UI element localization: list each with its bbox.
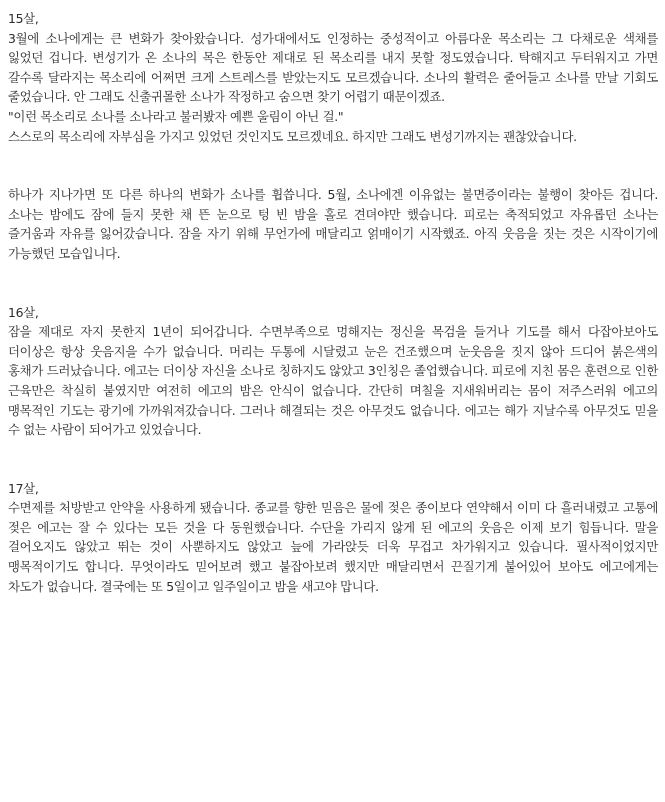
paragraph: 3월에 소나에게는 큰 변화가 찾아왔습니다. 성가대에서도 인정하는 중성적이고 아름다운 목소리는 그 다채로운 색채를 잃었던 겁니다. 변성기가 온 소나의 목은 한동안 제대로 된 목소리를 내지 못할 정도였습니다. 탁해지고 두터워지고 가면 갈수록 달라지는 목소리에 어쩌면 크게 스트레스를 받았는지도 모르겠습니다. 소나의 활력은 줄어들고 소나를 만날 기회도 줄었습니다. 안 그래도 신출귀몰한 소나가 작정하고 숨으면 찾기 어렵기 때문이겠죠. (8, 30, 658, 105)
section-heading: 17살, (8, 480, 39, 496)
document-body (8, 9, 658, 596)
section-heading: 15살, (8, 11, 39, 26)
paragraph-gap (8, 146, 658, 185)
section-age-17 (8, 479, 658, 597)
section-age-16 (8, 303, 658, 440)
section-heading: 16살, (8, 304, 39, 320)
section-age-15 (8, 9, 658, 146)
section-insomnia (8, 185, 658, 263)
paragraph: 수면제를 처방받고 안약을 사용하게 됐습니다. 종교를 향한 믿음은 물에 젖은 종이보다 연약해서 이미 다 흘러내렸고 고통에 젖은 에고는 잘 수 있다는 모든 것을 다 동원했습니다. 수단을 가리지 않게 된 에고의 웃음은 이제 보기 힘듭니다. 말을 걸어오지도 않았고 뛰는 것이 사뿐하지도 않았고 늪에 가라앉듯 더욱 무겁고 차가워지고 있습니다. 필사적이었지만 맹목적이기도 합니다. 무엇이라도 믿어보려 했고 붙잡아보려 했지만 매달리면서 끈질기게 붙어있어 보아도 에고에게는 차도가 없습니다. 결국에는 또 5일이고 일주일이고 밤을 새고야 맙니다. (8, 500, 658, 594)
paragraph-gap (8, 264, 658, 303)
quote-line: "이런 목소리로 소나를 소나라고 불러봤자 예쁜 울림이 아닌 걸." (8, 108, 344, 124)
paragraph: 하나가 지나가면 또 다른 하나의 변화가 소나를 휩씁니다. 5월, 소나에겐 이유없는 불면증이라는 불행이 찾아든 겁니다. 소나는 밤에도 잠에 들지 못한 채 뜬 눈으로 텅 빈 밤을 홀로 견뎌야만 했습니다. 피로는 축적되었고 자유롭던 소나는 즐거움과 자유를 잃어갔습니다. 잠을 자기 위해 무언가에 매달리고 얽매이기 시작했죠. 아직 웃음을 짓는 것은 시작이기에 가능했던 모습입니다. (8, 187, 658, 261)
paragraph: 스스로의 목소리에 자부심을 가지고 있었던 것인지도 모르겠네요. 하지만 그래도 변성기까지는 괜찮았습니다. (8, 128, 577, 144)
paragraph: 잠을 제대로 자지 못한지 1년이 되어갑니다. 수면부족으로 멍해지는 정신을 목검을 들거나 기도를 해서 다잡아보아도 더이상은 항상 웃음지을 수가 없습니다. 머리는 두통에 시달렸고 눈은 건조했으며 눈웃음을 짓지 않아 드디어 붉은색의 홍채가 드러났습니다. 에고는 더이상 자신을 소나로 칭하지도 않았고 3인칭은 졸업했습니다. 피로에 지친 몸은 훈련으로 인한 근육만은 착실히 붙였지만 여전히 에고의 밤은 안식이 없습니다. 간단히 며칠을 지새워버리는 몸이 저주스러워 에고의 맹목적인 기도는 광기에 가까워져갔습니다. 그러나 해결되는 것은 아무것도 없습니다. 에고는 해가 지날수록 아무것도 믿을 수 없는 사람이 되어가고 있었습니다. (8, 324, 658, 438)
paragraph-gap (8, 440, 658, 479)
